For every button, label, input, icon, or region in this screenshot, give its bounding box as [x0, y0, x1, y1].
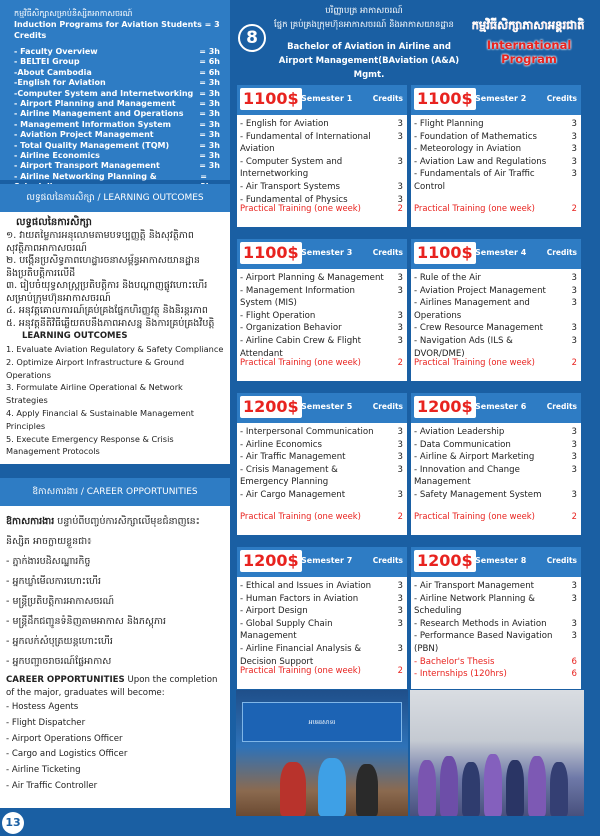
semester-header: [411, 239, 581, 269]
semester-price: 1200$: [414, 396, 476, 418]
course-credits: 3: [397, 439, 403, 450]
course-credits: 3: [571, 273, 577, 283]
course-credits: 3: [571, 427, 577, 437]
learning-en-item: 1. Evaluate Aviation Regulatory & Safety Compliance: [6, 344, 224, 354]
course-credits: 3: [571, 489, 577, 500]
learning-kh-heading: លទ្ធផលនៃការសិក្សា: [16, 217, 92, 228]
course-credits: 3: [397, 464, 403, 475]
semester-label: Semester 4: [475, 248, 527, 257]
course-credits: 3: [397, 285, 403, 296]
induction-en-title: Induction Programs for Aviation Students = 3 Credits: [14, 20, 220, 40]
course-credits: 3: [397, 119, 403, 129]
career-kh-item: - ភ្នាក់ងារបដិសណ្ឋារកិច្ច: [6, 556, 91, 567]
course-credits: 3: [571, 323, 577, 334]
induction-item-hours: = 3h: [199, 109, 220, 119]
semester-box: [410, 84, 582, 228]
course-name: - Foundation of Mathematics: [414, 131, 537, 142]
course-name: - Aviation Project Management: [414, 285, 546, 296]
course-row: [414, 593, 577, 618]
course-row: [414, 668, 577, 681]
course-list: [411, 423, 581, 502]
course-list: [237, 423, 407, 502]
learning-en-item: Operations: [6, 369, 52, 380]
practical-training-label: Practical Training (one week): [414, 203, 535, 213]
induction-item-name: - Airline Management and Operations: [14, 109, 184, 119]
induction-list: [14, 47, 220, 193]
course-credits: 3: [571, 131, 577, 142]
course-row: [240, 426, 403, 439]
student-figure: [528, 756, 546, 816]
practical-training-credits: 2: [571, 203, 577, 213]
course-row: [414, 118, 577, 131]
course-credits: 3: [397, 581, 403, 591]
semester-label: Semester 3: [301, 248, 353, 257]
course-list: [237, 115, 407, 206]
induction-item: [14, 161, 220, 171]
induction-item: [14, 130, 220, 140]
induction-item: [14, 141, 220, 151]
course-name: - Safety Management System: [414, 489, 542, 500]
semester-box: [236, 84, 408, 228]
induction-item-hours: = 3h: [199, 161, 220, 171]
practical-training-row: [414, 511, 577, 521]
induction-item: [14, 89, 220, 99]
semester-header: [411, 393, 581, 423]
course-row: [240, 618, 403, 643]
course-row: [240, 156, 403, 181]
course-name: - Air Traffic Management: [240, 452, 346, 463]
semester-box: [410, 546, 582, 690]
course-row: [414, 630, 577, 655]
career-kh-lead-bold: ឱកាសការងារ: [6, 516, 55, 527]
learning-en-list: [6, 343, 226, 458]
learning-kh-item: ៣. រៀបចំយុទ្ធសាស្ត្រប្រតិបត្តិការ និងបណ្តាញផ្លូវហោះហើរ: [6, 280, 208, 291]
course-credits: 3: [397, 156, 403, 167]
induction-item: [14, 78, 220, 88]
credits-label: Credits: [546, 556, 577, 565]
career-kh-item: - មន្ត្រីដឹកជញ្ជូនទំនិញតាមអាកាស និងភស្តុភារ: [6, 616, 167, 627]
induction-item-hours: = 3h: [199, 130, 220, 140]
course-row: [240, 118, 403, 131]
career-opportunities-bar: ឱកាសការងារ / CAREER OPPORTUNITIES: [0, 478, 230, 506]
course-name: - Computer System and Internetworking: [240, 156, 343, 180]
course-row: [414, 297, 577, 322]
induction-item: [14, 68, 220, 78]
career-kh-item: - អ្នកឃ្លាំមើលការហោះហើរ: [6, 576, 102, 587]
course-name: - Global Supply Chain Management: [240, 618, 333, 642]
semester-box: [236, 238, 408, 382]
semester-box: [410, 392, 582, 536]
induction-item-name: - Faculty Overview: [14, 47, 98, 56]
course-credits: 3: [571, 439, 577, 450]
graduate-figure: [356, 764, 378, 816]
learning-en-item: 3. Formulate Airline Operational & Network Strategies: [6, 382, 183, 406]
learning-en-item: 4. Apply Financial & Sustainable Management Principles: [6, 407, 194, 431]
practical-training-row: [240, 511, 403, 521]
induction-item-name: -English for Aviation: [14, 78, 106, 88]
course-name: - Air Transport Management: [414, 581, 535, 591]
student-figure: [484, 754, 502, 816]
course-row: [414, 618, 577, 631]
course-credits: 3: [397, 181, 403, 192]
semester-price: 1100$: [240, 88, 302, 110]
practical-training-label: Practical Training (one week): [414, 357, 535, 367]
course-credits: 3: [397, 323, 403, 334]
course-credits: 3: [571, 593, 577, 604]
course-credits: 3: [397, 606, 403, 617]
credits-label: Credits: [372, 94, 403, 103]
induction-item-hours: = 3h: [199, 47, 220, 56]
course-row: [240, 451, 403, 464]
learning-kh-item: ២. បង្កើនប្រសិទ្ធភាពហេដ្ឋារចនាសម្ព័ន្ធអាកាសយានដ្ឋាន: [6, 255, 200, 266]
learning-kh-list: [6, 230, 226, 330]
course-row: [240, 580, 403, 593]
induction-item-hours: = 3h: [199, 140, 220, 150]
induction-item-hours: = 6h: [199, 67, 220, 77]
career-kh-item: និស្សិត អាចក្លាយខ្លួនជា៖: [6, 536, 92, 547]
course-name: - Navigation Ads (ILS & DVOR/DME): [414, 335, 513, 359]
course-credits: 3: [571, 169, 577, 180]
induction-item: [14, 47, 220, 57]
career-kh-item: - មន្ត្រីប្រតិបត្តិការអាកាសចរណ៍: [6, 596, 115, 607]
career-en-item: - Flight Dispatcher: [6, 717, 86, 728]
course-name: - Airline Financial Analysis & Decision Support: [240, 643, 362, 667]
course-row: [414, 464, 577, 489]
course-row: [240, 605, 403, 618]
practical-training-row: [240, 357, 403, 367]
course-name: - Flight Planning: [414, 119, 484, 129]
learning-en-heading: LEARNING OUTCOMES: [22, 331, 128, 341]
course-credits: 6: [571, 669, 577, 680]
career-en-list: [6, 700, 226, 795]
course-row: [240, 131, 403, 156]
course-list: [411, 115, 581, 194]
induction-item-hours: = 3h: [199, 99, 220, 109]
semester-price: 1200$: [240, 396, 302, 418]
course-name: - Aviation Law and Regulations: [414, 156, 547, 167]
course-credits: 3: [397, 643, 403, 654]
semester-box: [410, 238, 582, 382]
graduate-figure: [280, 762, 306, 816]
learning-outcomes-bar: លទ្ធផលនៃការសិក្សា / LEARNING OUTCOMES: [0, 184, 230, 212]
course-name: - Airport Design: [240, 606, 308, 617]
induction-item-hours: = 6h: [199, 57, 220, 67]
learning-kh-item: ៥. អនុវត្តនីតិវិធីឆ្លើយតបនឹងភាពអាសន្ន និងការគ្រប់គ្រងវិបត្តិ: [6, 317, 215, 329]
career-kh-item: - អ្នកបញ្ជាចរាចរណ៍ផ្លែអាកាស: [6, 656, 112, 667]
induction-item: [14, 57, 220, 67]
induction-item-hours: = 3h: [199, 151, 220, 161]
course-row: [414, 272, 577, 285]
induction-item-name: - Airport Transport Management: [14, 161, 160, 171]
course-credits: 6: [571, 656, 577, 667]
student-figure: [440, 756, 458, 816]
career-en-item: - Air Traffic Controller: [6, 780, 98, 791]
learning-kh-item: ៤. អនុវត្តគោលការណ៍គ្រប់គ្រងផ្នែកហិរញ្ញវត្ថុ និងនិរន្តរភាព: [6, 305, 208, 316]
course-credits: 3: [397, 310, 403, 321]
induction-item: [14, 109, 220, 119]
learning-en-item: 5. Execute Emergency Response & Crisis: [6, 433, 174, 444]
course-list: [411, 577, 581, 681]
course-name: - English for Aviation: [240, 119, 329, 129]
career-kh-lead: [6, 512, 226, 532]
semester-price: 1100$: [414, 88, 476, 110]
course-credits: 3: [397, 489, 403, 500]
course-credits: 3: [397, 273, 403, 283]
course-name: - Meteorology in Aviation: [414, 144, 522, 155]
course-row: [414, 143, 577, 156]
induction-item-hours: =: [200, 171, 207, 181]
course-name: - Air Transport Systems: [240, 181, 340, 192]
course-row: [414, 285, 577, 298]
semester-label: Semester 8: [475, 556, 527, 565]
course-name: - Fundamental of International Aviation: [240, 131, 371, 155]
semester-header: [237, 239, 407, 269]
course-name: - Airport Planning & Management: [240, 273, 384, 283]
course-credits: 3: [571, 285, 577, 296]
learning-kh-item: ១. វាយតម្លៃការអនុលោមតាមបទប្បញ្ញត្តិ និងសុវត្ថិភាព: [6, 230, 194, 241]
practical-training-row: [414, 203, 577, 213]
practical-training-row: [240, 203, 403, 213]
induction-item-hours: = 3h: [199, 78, 220, 88]
graduation-photo: [236, 690, 408, 816]
credits-label: Credits: [546, 248, 577, 257]
career-en-item: - Hostess Agents: [6, 702, 79, 712]
learning-kh-item: សុវត្ថិភាពអាកាសចរណ៍: [6, 242, 87, 254]
credits-label: Credits: [546, 94, 577, 103]
course-row: [414, 439, 577, 452]
course-name: - Internships (120hrs): [414, 669, 507, 680]
semester-header: [237, 393, 407, 423]
course-row: [240, 593, 403, 606]
course-name: - Crisis Management & Emergency Planning: [240, 464, 338, 488]
course-name: - Data Communication: [414, 439, 511, 450]
semester-box: [236, 546, 408, 690]
induction-item-name: - Airline Economics: [14, 151, 100, 161]
semester-header: [237, 85, 407, 115]
course-name: - Research Methods in Aviation: [414, 618, 547, 629]
student-figure: [550, 762, 568, 816]
course-name: - Fundamental of Physics: [240, 194, 348, 205]
students-group-photo: [410, 690, 584, 816]
induction-item-name: - Airport Planning and Management: [14, 99, 176, 109]
semester-header: [411, 547, 581, 577]
course-credits: 3: [397, 618, 403, 629]
semester-box: [236, 392, 408, 536]
practical-training-label: Practical Training (one week): [414, 511, 535, 521]
course-name: - Performance Based Navigation (PBN): [414, 631, 553, 654]
credits-label: Credits: [546, 402, 577, 411]
learning-en-item: 2. Optimize Airport Infrastructure & Ground: [6, 356, 185, 367]
learning-outcomes-panel: [0, 184, 230, 464]
induction-item: [14, 99, 220, 109]
course-credits: 3: [571, 452, 577, 463]
course-credits: 3: [397, 131, 403, 142]
course-name: - Airline Cabin Crew & Flight Attendant: [240, 335, 361, 359]
practical-training-credits: 2: [397, 357, 403, 367]
course-credits: 3: [571, 144, 577, 155]
course-credits: 3: [397, 194, 403, 205]
course-name: - Interpersonal Communication: [240, 427, 374, 437]
student-figure: [506, 760, 524, 816]
semester-label: Semester 7: [301, 556, 353, 565]
course-row: [414, 489, 577, 502]
induction-item-name: -About Cambodia: [14, 67, 92, 77]
course-row: [414, 656, 577, 669]
course-name: - Airline & Airport Marketing: [414, 452, 535, 463]
career-kh-list: [6, 532, 226, 672]
practical-training-credits: 2: [397, 665, 403, 675]
course-list: [237, 577, 407, 668]
course-row: [240, 285, 403, 310]
course-name: - Fundamentals of Air Traffic Control: [414, 169, 535, 192]
left-column: [0, 0, 230, 836]
practical-training-credits: 2: [397, 203, 403, 213]
course-row: [414, 580, 577, 593]
semester-header: [411, 85, 581, 115]
practical-training-credits: 2: [571, 357, 577, 367]
course-name: - Human Factors in Aviation: [240, 593, 359, 604]
induction-item-name: - BELTEI Group: [14, 57, 80, 67]
course-name: - Flight Operation: [240, 310, 316, 321]
practical-training-label: Practical Training (one week): [240, 357, 361, 367]
course-row: [240, 489, 403, 502]
course-row: [240, 272, 403, 285]
course-name: - Ethical and Issues in Aviation: [240, 581, 372, 591]
semester-label: Semester 1: [301, 94, 353, 103]
course-row: [240, 322, 403, 335]
header-kh-line1: បរិញ្ញាបត្រ អាកាសចរណ៍: [325, 6, 403, 16]
course-credits: 3: [571, 335, 577, 346]
career-en-lead: [6, 672, 226, 700]
page-number: 13: [2, 812, 24, 834]
practical-training-label: Practical Training (one week): [240, 665, 361, 675]
semester-price: 1100$: [414, 242, 476, 264]
induction-kh-title: កម្មវិធីសិក្សាសម្រាប់និស្សិតអាកាសចរណ៍: [14, 9, 133, 18]
career-en-lead-bold: CAREER OPPORTUNITIES: [6, 675, 125, 685]
practical-training-credits: 2: [571, 511, 577, 521]
international-program-en: International Program: [486, 38, 572, 66]
program-header: [230, 0, 600, 78]
course-credits: 3: [397, 335, 403, 346]
course-list: [237, 269, 407, 360]
course-row: [414, 322, 577, 335]
semester-label: Semester 5: [301, 402, 353, 411]
course-row: [414, 426, 577, 439]
course-credits: 3: [571, 464, 577, 475]
course-name: - Aviation Leadership: [414, 427, 505, 437]
credits-label: Credits: [372, 556, 403, 565]
course-credits: 3: [571, 581, 577, 591]
semester-price: 1200$: [414, 550, 476, 572]
course-row: [240, 439, 403, 452]
induction-item-name: -Computer System and Internetworking: [14, 88, 194, 98]
learning-kh-item: សម្រាប់ក្រុមហ៊ុនអាកាសចរណ៍: [6, 292, 111, 304]
career-kh-lead-text: បន្ទាប់ពីបញ្ចប់ការសិក្សាលើមុខជំនាញនេះ: [54, 516, 200, 527]
career-en-item: - Airport Operations Officer: [6, 733, 123, 744]
learning-en-item: Management Protocols: [6, 446, 100, 457]
career-en-lead-text: Upon the completion of the major, graduates will become:: [6, 675, 218, 698]
course-row: [414, 131, 577, 144]
career-en-item: - Cargo and Logistics Officer: [6, 749, 128, 760]
course-row: [414, 168, 577, 193]
course-row: [414, 156, 577, 169]
course-credits: 3: [571, 156, 577, 167]
course-credits: 3: [571, 119, 577, 129]
credits-label: Credits: [372, 248, 403, 257]
semester-label: Semester 6: [475, 402, 527, 411]
career-kh-item: - អ្នកលក់សំបុត្រយន្តហោះហើរ: [6, 636, 113, 647]
course-row: [240, 181, 403, 194]
course-row: [240, 464, 403, 489]
graduate-figure: [318, 758, 346, 816]
induction-panel: [0, 0, 230, 180]
course-credits: 3: [571, 618, 577, 629]
header-en-title: Bachelor of Aviation in Airline and Airport Management(BAviation (A&A) Mgmt.: [278, 42, 460, 80]
semester-price: 1100$: [240, 242, 302, 264]
semester-header: [237, 547, 407, 577]
practical-training-label: Practical Training (one week): [240, 203, 361, 213]
course-row: [414, 451, 577, 464]
course-name: - Management Information System (MIS): [240, 285, 355, 309]
course-name: - Airline Network Planning & Scheduling: [414, 593, 535, 617]
practical-training-label: Practical Training (one week): [240, 511, 361, 521]
course-name: - Innovation and Change Management: [414, 464, 520, 488]
course-row: [240, 310, 403, 323]
induction-item-hours: = 3h: [199, 88, 220, 98]
course-name: - Airlines Management and Operations: [414, 298, 530, 321]
course-list: [411, 269, 581, 360]
course-name: - Bachelor's Thesis: [414, 656, 495, 667]
semester-price: 1200$: [240, 550, 302, 572]
practical-training-row: [414, 357, 577, 367]
course-credits: 3: [571, 298, 577, 309]
induction-item-name: - Total Quality Management (TQM): [14, 140, 170, 150]
program-number-badge: 8: [238, 24, 266, 52]
course-name: - Crew Resource Management: [414, 323, 543, 334]
career-en-item: - Airline Ticketing: [6, 765, 81, 776]
practical-training-row: [240, 665, 403, 675]
induction-item-name: - Aviation Project Management: [14, 130, 154, 140]
induction-item-name: - Management Information System: [14, 119, 171, 129]
learning-kh-item: និងប្រតិបត្តិការលើដី: [6, 267, 76, 279]
induction-item: [14, 120, 220, 130]
induction-item-hours: = 3h: [199, 119, 220, 129]
practical-training-credits: 2: [397, 511, 403, 521]
course-credits: 3: [397, 427, 403, 437]
course-name: - Airline Economics: [240, 439, 322, 450]
student-figure: [462, 762, 480, 816]
career-opportunities-panel: [0, 478, 230, 808]
course-name: - Air Cargo Management: [240, 489, 346, 500]
student-figure: [418, 760, 436, 816]
course-credits: 3: [397, 593, 403, 604]
induction-item: [14, 151, 220, 161]
course-name: - Organization Behavior: [240, 323, 342, 334]
graduation-banner: អបអរសាទរ: [242, 702, 402, 742]
induction-item-name: - Airline Networking Planning &: [14, 171, 157, 181]
header-kh-line2: ផ្នែក គ្រប់គ្រងក្រុមហ៊ុនអាកាសចរណ៍ និងអាកាសយានដ្ឋាន: [274, 20, 454, 30]
course-name: - Rule of the Air: [414, 273, 481, 283]
course-credits: 3: [397, 452, 403, 463]
international-program-kh: កម្មវិធីសិក្សាភាសាអន្តរជាតិ: [471, 18, 585, 32]
course-credits: 3: [571, 631, 577, 642]
credits-label: Credits: [372, 402, 403, 411]
semester-label: Semester 2: [475, 94, 527, 103]
